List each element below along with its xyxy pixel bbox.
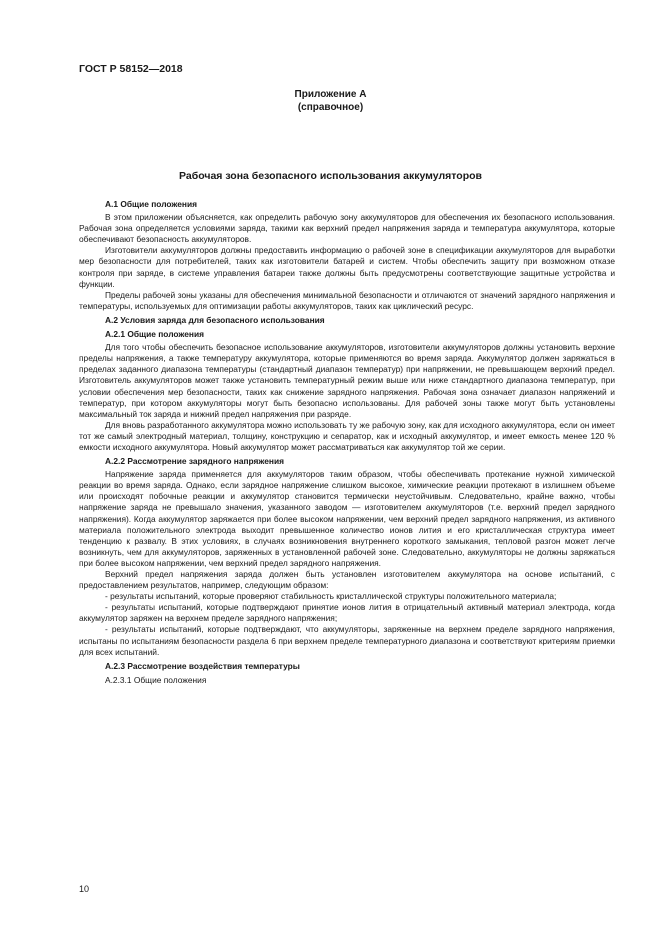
section-heading-a231: А.2.3.1 Общие положения [105,674,207,685]
list-item-a22-1: - результаты испытаний, которые проверяют стабильность кристаллической структуры положительного материала; [105,591,557,602]
paragraph-a1-2: Изготовители аккумуляторов должны предоставить информацию о рабочей зоне в спецификации аккумуляторов для выработки мер безопасности для потребителей, таких как изготовители батарей и систем. Чтобы обеспечить защиту при возможном отказе контроля при заряде, в системе управления батареи также должны быть предусмотрены соответствующие защитные устройства и функции. [79,245,615,289]
annex-subtitle: (справочное) [297,102,364,113]
list-item-a22-2: - результаты испытаний, которые подтверждают принятие ионов лития в отрицательный активный материал электрода, когда аккумулятор заряжен на верхнем пределе зарядного напряжения; [79,602,615,624]
paragraph-a22-2: Верхний предел напряжения заряда должен быть установлен изготовителем аккумулятора на основе испытаний, с предоставлением результатов, например, следующим образом: [79,569,615,591]
annex-main-title: Рабочая зона безопасного использования аккумуляторов [179,170,482,182]
standard-header: ГОСТ Р 58152—2018 [79,63,183,75]
section-heading-a21: А.2.1 Общие положения [105,329,204,340]
paragraph-a22-1: Напряжение заряда применяется для аккумуляторов таким образом, чтобы обеспечивать протекание нужной химической реакции во время заряда. Однако, если зарядное напряжение слишком высокое, химические реакции протекают в излишнем объеме или происходят побочные реакции и аккумулятор становится термически неустойчивым. Следовательно, крайне важно, чтобы напряжение заряда не превышало значения, указанного заводом — изготовителем аккумуляторов (т.е. верхний предел зарядного напряжения). Когда аккумулятор заряжается при более высоком напряжении, чем верхний предел зарядного напряжения, из активного материала положительного электрода выходит превышенное количество ионов лития и его кристаллическая структура имеет тенденцию к развалу. В этих условиях, в случаях возникновения внутреннего короткого замыкания, тепловой разгон может легче возникнуть, чем для аккумуляторов, заряженных в установленной рабочей зоне. Следовательно, аккумуляторы не должны заряжаться при более высоком напряжении, чем верхний предел зарядного напряжения. [79,469,615,568]
list-item-a22-3: - результаты испытаний, которые подтверждают, что аккумуляторы, заряженные на верхнем пределе зарядного напряжения, испытаны по испытаниям безопасности раздела 6 при верхнем пределе температурного диапазона и соответствуют критериям приемки для всех испытаний. [79,624,615,657]
page-number: 10 [79,884,90,894]
annex-title: Приложение А [294,89,367,100]
section-heading-a2: А.2 Условия заряда для безопасного использования [105,314,325,325]
paragraph-a1-3: Пределы рабочей зоны указаны для обеспечения минимальной безопасности и отличаются от значений зарядного напряжения и температуры, используемых для оптимизации работы аккумуляторов, таких как циклический ресурс. [79,289,615,311]
section-heading-a23: А.2.3 Рассмотрение воздействия температуры [105,660,300,671]
section-heading-a22: А.2.2 Рассмотрение зарядного напряжения [105,456,285,467]
section-heading-a1: А.1 Общие положения [105,199,198,209]
document-body [79,196,615,688]
paragraph-a21-2: Для вновь разработанного аккумулятора можно использовать ту же рабочую зону, как для исходного аккумулятора, если он имеет тот же самый электродный материал, толщину, конструкцию и сепаратор, как и исходный аккумулятор, и имеет емкость менее 120 % емкости исходного аккумулятора. Новый аккумулятор может рассматриваться как аккумулятор той же серии. [79,419,615,452]
paragraph-a21-1: Для того чтобы обеспечить безопасное использование аккумуляторов, изготовители аккумуляторов должны установить верхние пределы напряжения, а также температуру аккумулятора, которые применяются во время заряда. Аккумулятор должен заряжаться в пределах заданного диапазона температуры (стандартный диапазон температур) при напряжении, не превышающем верхний предел. Изготовитель аккумуляторов может также установить температурный режим выше или ниже стандартного диапазона температур, при условии обеспечения мер безопасности, таких как снижение зарядного напряжения. Рабочая зона означает диапазон напряжений и температур, при котором аккумуляторы могут быть безопасно использованы. Для рабочей зоны также могут быть установлены максимальный ток заряда и нижний предел напряжения при разряде. [79,342,615,419]
paragraph-a1-1: В этом приложении объясняется, как определить рабочую зону аккумуляторов для обеспечения их безопасного использования. Рабочая зона определяется условиями заряда, такими как верхний предел напряжения заряда и температура аккумулятора, которые обеспечивают безопасность аккумуляторов. [79,212,615,245]
